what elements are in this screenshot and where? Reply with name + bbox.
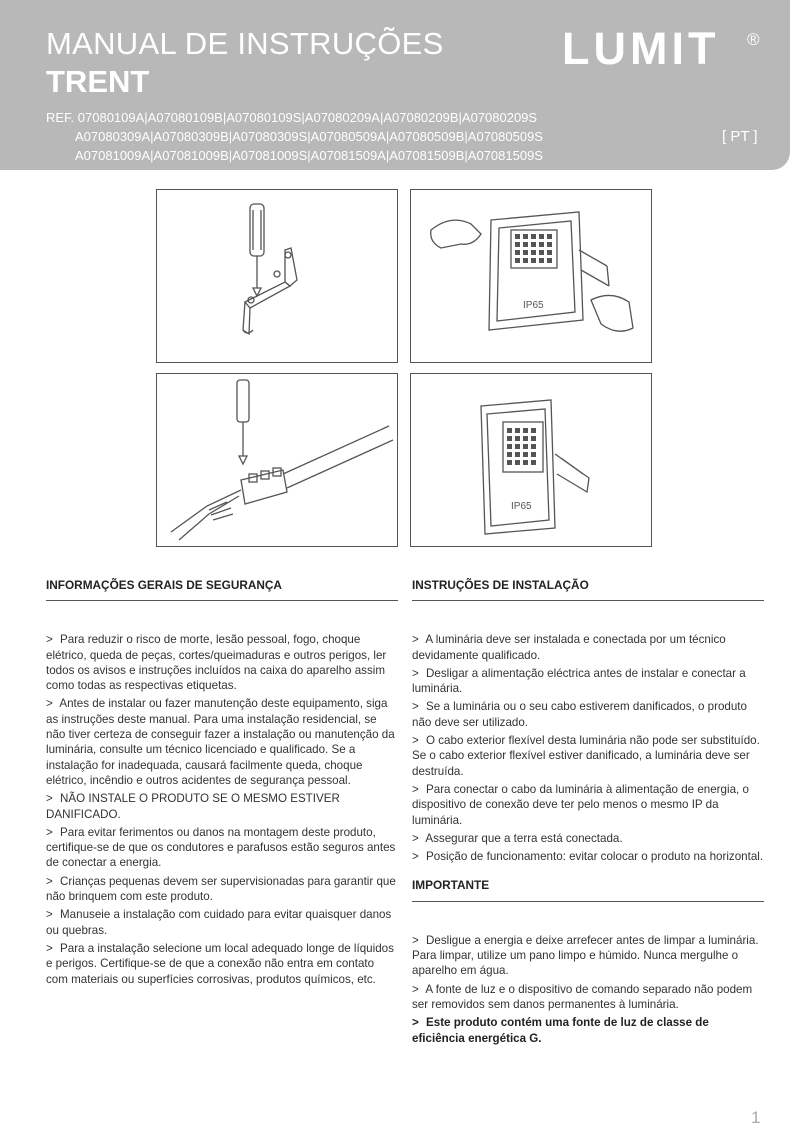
safety-item: > Manuseie a instalação com cuidado para evitar quaisquer danos ou quebras. (46, 908, 392, 937)
ip-rating-label: IP65 (523, 300, 544, 311)
safety-item: > Crianças pequenas devem ser supervisionadas para garantir que não brinquem com este produto. (46, 874, 396, 904)
screwdriver-bracket-drawing (157, 190, 397, 362)
illustration-mounted-floodlight (410, 373, 652, 547)
safety-heading: INFORMAÇÕES GERAIS DE SEGURANÇA (46, 578, 282, 592)
energy-class-note: > Este produto contém uma fonte de luz de classe de eficiência energética G. (412, 1016, 709, 1045)
floodlight-bracket-drawing (411, 374, 651, 546)
product-name: TRENT (46, 64, 150, 99)
page-number: 1 (751, 1108, 761, 1127)
safety-item: > NÃO INSTALE O PRODUTO SE O MESMO ESTIVER DANIFICADO. (46, 792, 340, 821)
installation-item: > Assegurar que a terra está conectada. (412, 831, 623, 845)
section-divider (412, 901, 764, 902)
safety-item: > Para reduzir o risco de morte, lesão pessoal, fogo, choque elétrico, queda de peças, cortes/queimaduras e outros perigos, ler todos os avisos e instruções incluídos na caixa do aparelho assim como todas as respectivas etiquetas. (46, 633, 387, 693)
safety-item: > Para evitar ferimentos ou danos na montagem deste produto, certifique-se de que os condutores e parafusos estão seguros antes de conectar a energia. (46, 825, 396, 870)
installation-heading: INSTRUÇÕES DE INSTALAÇÃO (412, 578, 589, 592)
language-tag: [ PT ] (722, 128, 758, 145)
safety-item: > Antes de instalar ou fazer manutenção deste equipamento, siga as instruções deste manual. Para uma instalação residencial, se não tiver certeza de conseguir fazer a instalação ou manutenção da luminária, consulte um técnico licenciado e qualificado. Se a instalação for inadequada, causará facilmente queda, choque elétrico, incêndio e outros acidentes de segurança pessoal. (46, 697, 395, 787)
installation-item: > O cabo exterior flexível desta luminária não pode ser substituído. Se o cabo exterior flexível estiver danificado, a luminária deve ser destruída. (412, 734, 760, 778)
header-banner (0, 0, 790, 170)
safety-item: > Para a instalação selecione um local adequado longe de líquidos e perigos. Certifique-se de que a conexão não entra em contato com materiais ou superfícies corrosivas, produtos químicos, etc. (46, 941, 394, 986)
brand-logo: LUMIT (562, 23, 720, 74)
installation-item: > Para conectar o cabo da luminária à alimentação de energia, o dispositivo de conexão deve ter pelo menos o mesmo IP da luminária. (412, 782, 749, 827)
important-heading: IMPORTANTE (412, 878, 490, 893)
section-divider (46, 600, 398, 601)
cable-connector-drawing (157, 374, 397, 546)
installation-section (412, 578, 764, 1049)
installation-item: > Desligar a alimentação eléctrica antes de instalar e conectar a luminária. (412, 666, 746, 696)
ip-rating-label: IP65 (511, 501, 532, 512)
reference-codes (46, 108, 543, 165)
document-title: MANUAL DE INSTRUÇÕES (46, 26, 444, 61)
section-divider (412, 600, 764, 601)
illustration-angle-adjustment (410, 189, 652, 363)
installation-item: > Se a luminária ou o seu cabo estiverem danificados, o produto não deve ser utilizado. (412, 700, 747, 729)
registered-mark: ® (747, 30, 760, 49)
installation-item: > A luminária deve ser instalada e conectada por um técnico devidamente qualificado. (412, 633, 726, 662)
reference-line: REF. 07080109A|A07080109B|A07080109S|A07080209A|A07080209B|A07080209S (46, 110, 538, 125)
safety-section (46, 578, 398, 990)
illustration-cable-wiring (156, 373, 398, 547)
reference-line: A07080309A|A07080309B|A07080309S|A07080509A|A07080509B|A07080509S (75, 129, 543, 144)
illustration-bracket-mounting (156, 189, 398, 363)
installation-item: > Posição de funcionamento: evitar colocar o produto na horizontal. (412, 850, 764, 864)
important-item: > A fonte de luz e o dispositivo de comando separado não podem ser removidos sem danos permanentes à luminária. (412, 982, 753, 1011)
floodlight-hands-drawing (411, 190, 651, 362)
important-item: > Desligue a energia e deixe arrefecer antes de limpar a luminária. Para limpar, utilize um pano limpo e húmido. Nunca mergulhe o aparelho em água. (412, 933, 759, 978)
reference-line: A07081009A|A07081009B|A07081009S|A07081509A|A07081509B|A07081509S (75, 148, 543, 163)
